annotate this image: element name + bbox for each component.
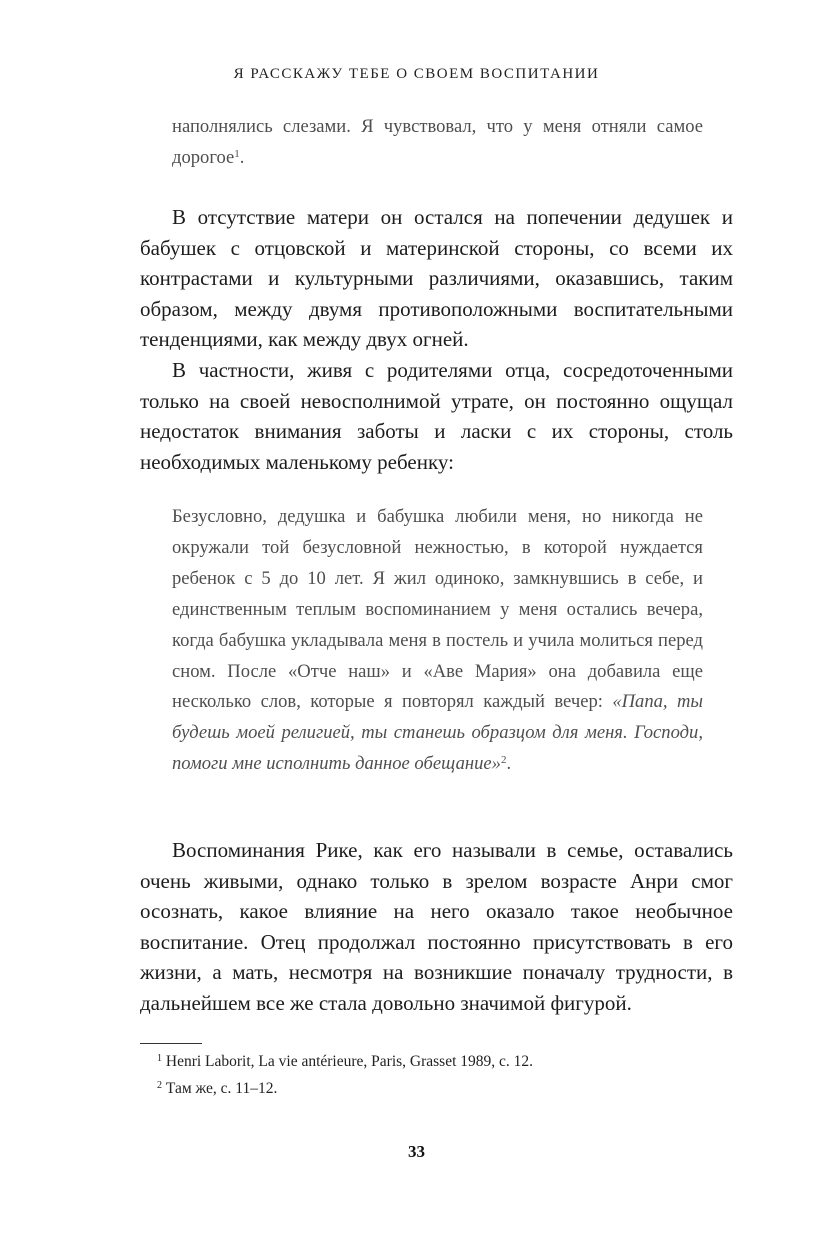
footnote-2 [157,1080,277,1098]
running-header: Я РАССКАЖУ ТЕБЕ О СВОЕМ ВОСПИТАНИИ [233,66,600,82]
quote-italic: «Папа, ты будешь моей религией, ты станешь образцом для меня. Господи, помоги мне исполнить данное обещание» [172,691,703,775]
paragraph-2: В частности, живя с родителями отца, сосредоточенными только на своей невосполнимой утрате, он постоянно ощущал недостаток внимания заботы и ласки с их стороны, столь необходимых маленькому ребенку: [140,358,733,474]
footnote-text: Henri Laborit, La vie antérieure, Paris, Grasset 1989, с. 12. [165,1053,534,1070]
quote-text: наполнялись слезами. Я чувствовал, что у меня отняли самое дорогое [172,116,703,168]
page-number: 33 [408,1142,425,1161]
footnote-divider [140,1043,202,1044]
paragraph-3: Воспоминания Рике, как его называли в семье, оставались очень живыми, однако только в зрелом возрасте Анри смог осознать, какое влияние на него оказало такое необычное воспитание. Отец продолжал постоянно присутствовать в его жизни, а мать, несмотря на возникшие поначалу трудности, в дальнейшем все же стала довольно значимой фигурой. [140,838,733,1015]
paragraph-1: В отсутствие матери он остался на попечении дедушек и бабушек с отцовской и материнской стороны, со всеми их контрастами и культурными различиями, оказавшись, таким образом, между двумя противоположными воспитательными тенденциями, как между двух огней. [140,205,733,352]
footnote-number: 1 [157,1053,162,1064]
footnote-ref-2[interactable]: 2 [500,754,507,767]
quote-continuation [172,112,703,174]
footnote-1 [157,1053,533,1071]
quote-body: Безусловно, дедушка и бабушка любили меня, но никогда не окружали той безусловной нежностью, в которой нуждается ребенок с 5 до 10 лет. Я жил одиноко, замкнувшись в себе, и единственным теплым воспоминанием у меня остались вечера, когда бабушка укладывала меня в постель и учила молиться перед сном. После «Отче наш» и «Аве Мария» она добавила еще несколько слов, которые я повторял каждый вечер: [172,506,703,713]
quote-end: . [239,146,245,168]
block-quote [172,502,703,780]
quote-end: . [506,753,512,775]
footnote-number: 2 [157,1080,162,1091]
footnote-ref-1[interactable]: 1 [234,147,240,160]
footnote-text: Там же, с. 11–12. [165,1080,278,1097]
